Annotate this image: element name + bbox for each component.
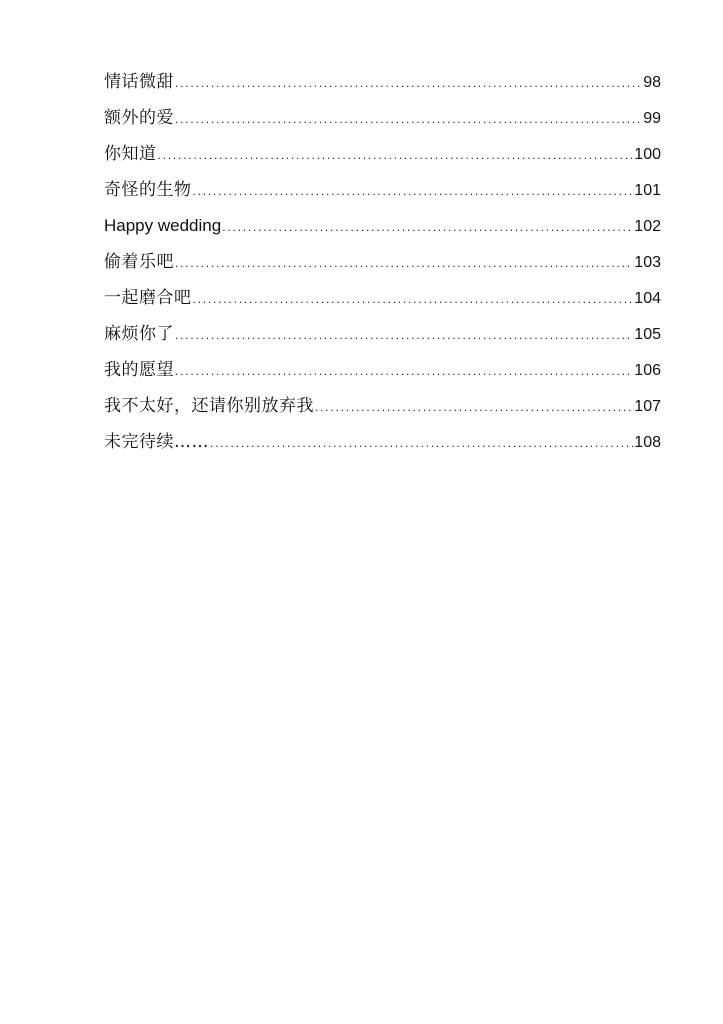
toc-entry-title: Happy wedding [104,216,222,235]
toc-entry-title: 你知道 [104,144,157,164]
toc-dot-leader [175,249,633,277]
toc-page-number: 107 [634,398,661,415]
toc-dot-leader [175,105,642,133]
toc-entry-title: 一起磨合吧 [104,288,192,308]
toc-entry[interactable] [104,320,661,356]
toc-entry-title: 奇怪的生物 [104,180,192,200]
toc-page-number: 102 [634,218,661,235]
toc-entry-title: 偷着乐吧 [104,252,174,272]
toc-page-number: 101 [634,182,661,199]
toc-dot-leader [175,69,642,97]
toc-entry[interactable] [104,392,661,428]
toc-page-number: 100 [634,146,661,163]
toc-entry-title: 未完待续…… [104,432,209,452]
toc-page-number: 106 [634,362,661,379]
toc-page-number: 104 [634,290,661,307]
toc-entry[interactable] [104,284,661,320]
toc-dot-leader [315,393,633,421]
toc-entry[interactable] [104,248,661,284]
table-of-contents [104,68,661,464]
toc-dot-leader [210,429,633,457]
toc-dot-leader [193,285,634,313]
toc-page-number: 99 [643,110,661,127]
toc-dot-leader [193,177,634,205]
toc-dot-leader [222,213,633,241]
toc-dot-leader [158,141,634,169]
toc-entry-title: 情话微甜 [104,72,174,92]
toc-entry[interactable] [104,428,661,464]
toc-entry[interactable] [104,140,661,176]
toc-entry-title: 我不太好，还请你别放弃我 [104,396,314,416]
toc-entry[interactable] [104,176,661,212]
toc-page-number: 98 [643,74,661,91]
toc-entry-title: 额外的爱 [104,108,174,128]
toc-page-number: 105 [634,326,661,343]
toc-entry[interactable] [104,212,661,248]
toc-dot-leader [175,321,633,349]
toc-entry[interactable] [104,68,661,104]
toc-dot-leader [175,357,633,385]
toc-entry[interactable] [104,104,661,140]
toc-entry-title: 我的愿望 [104,360,174,380]
toc-page-number: 103 [634,254,661,271]
toc-page-number: 108 [634,434,661,451]
toc-entry-title: 麻烦你了 [104,324,174,344]
toc-entry[interactable] [104,356,661,392]
